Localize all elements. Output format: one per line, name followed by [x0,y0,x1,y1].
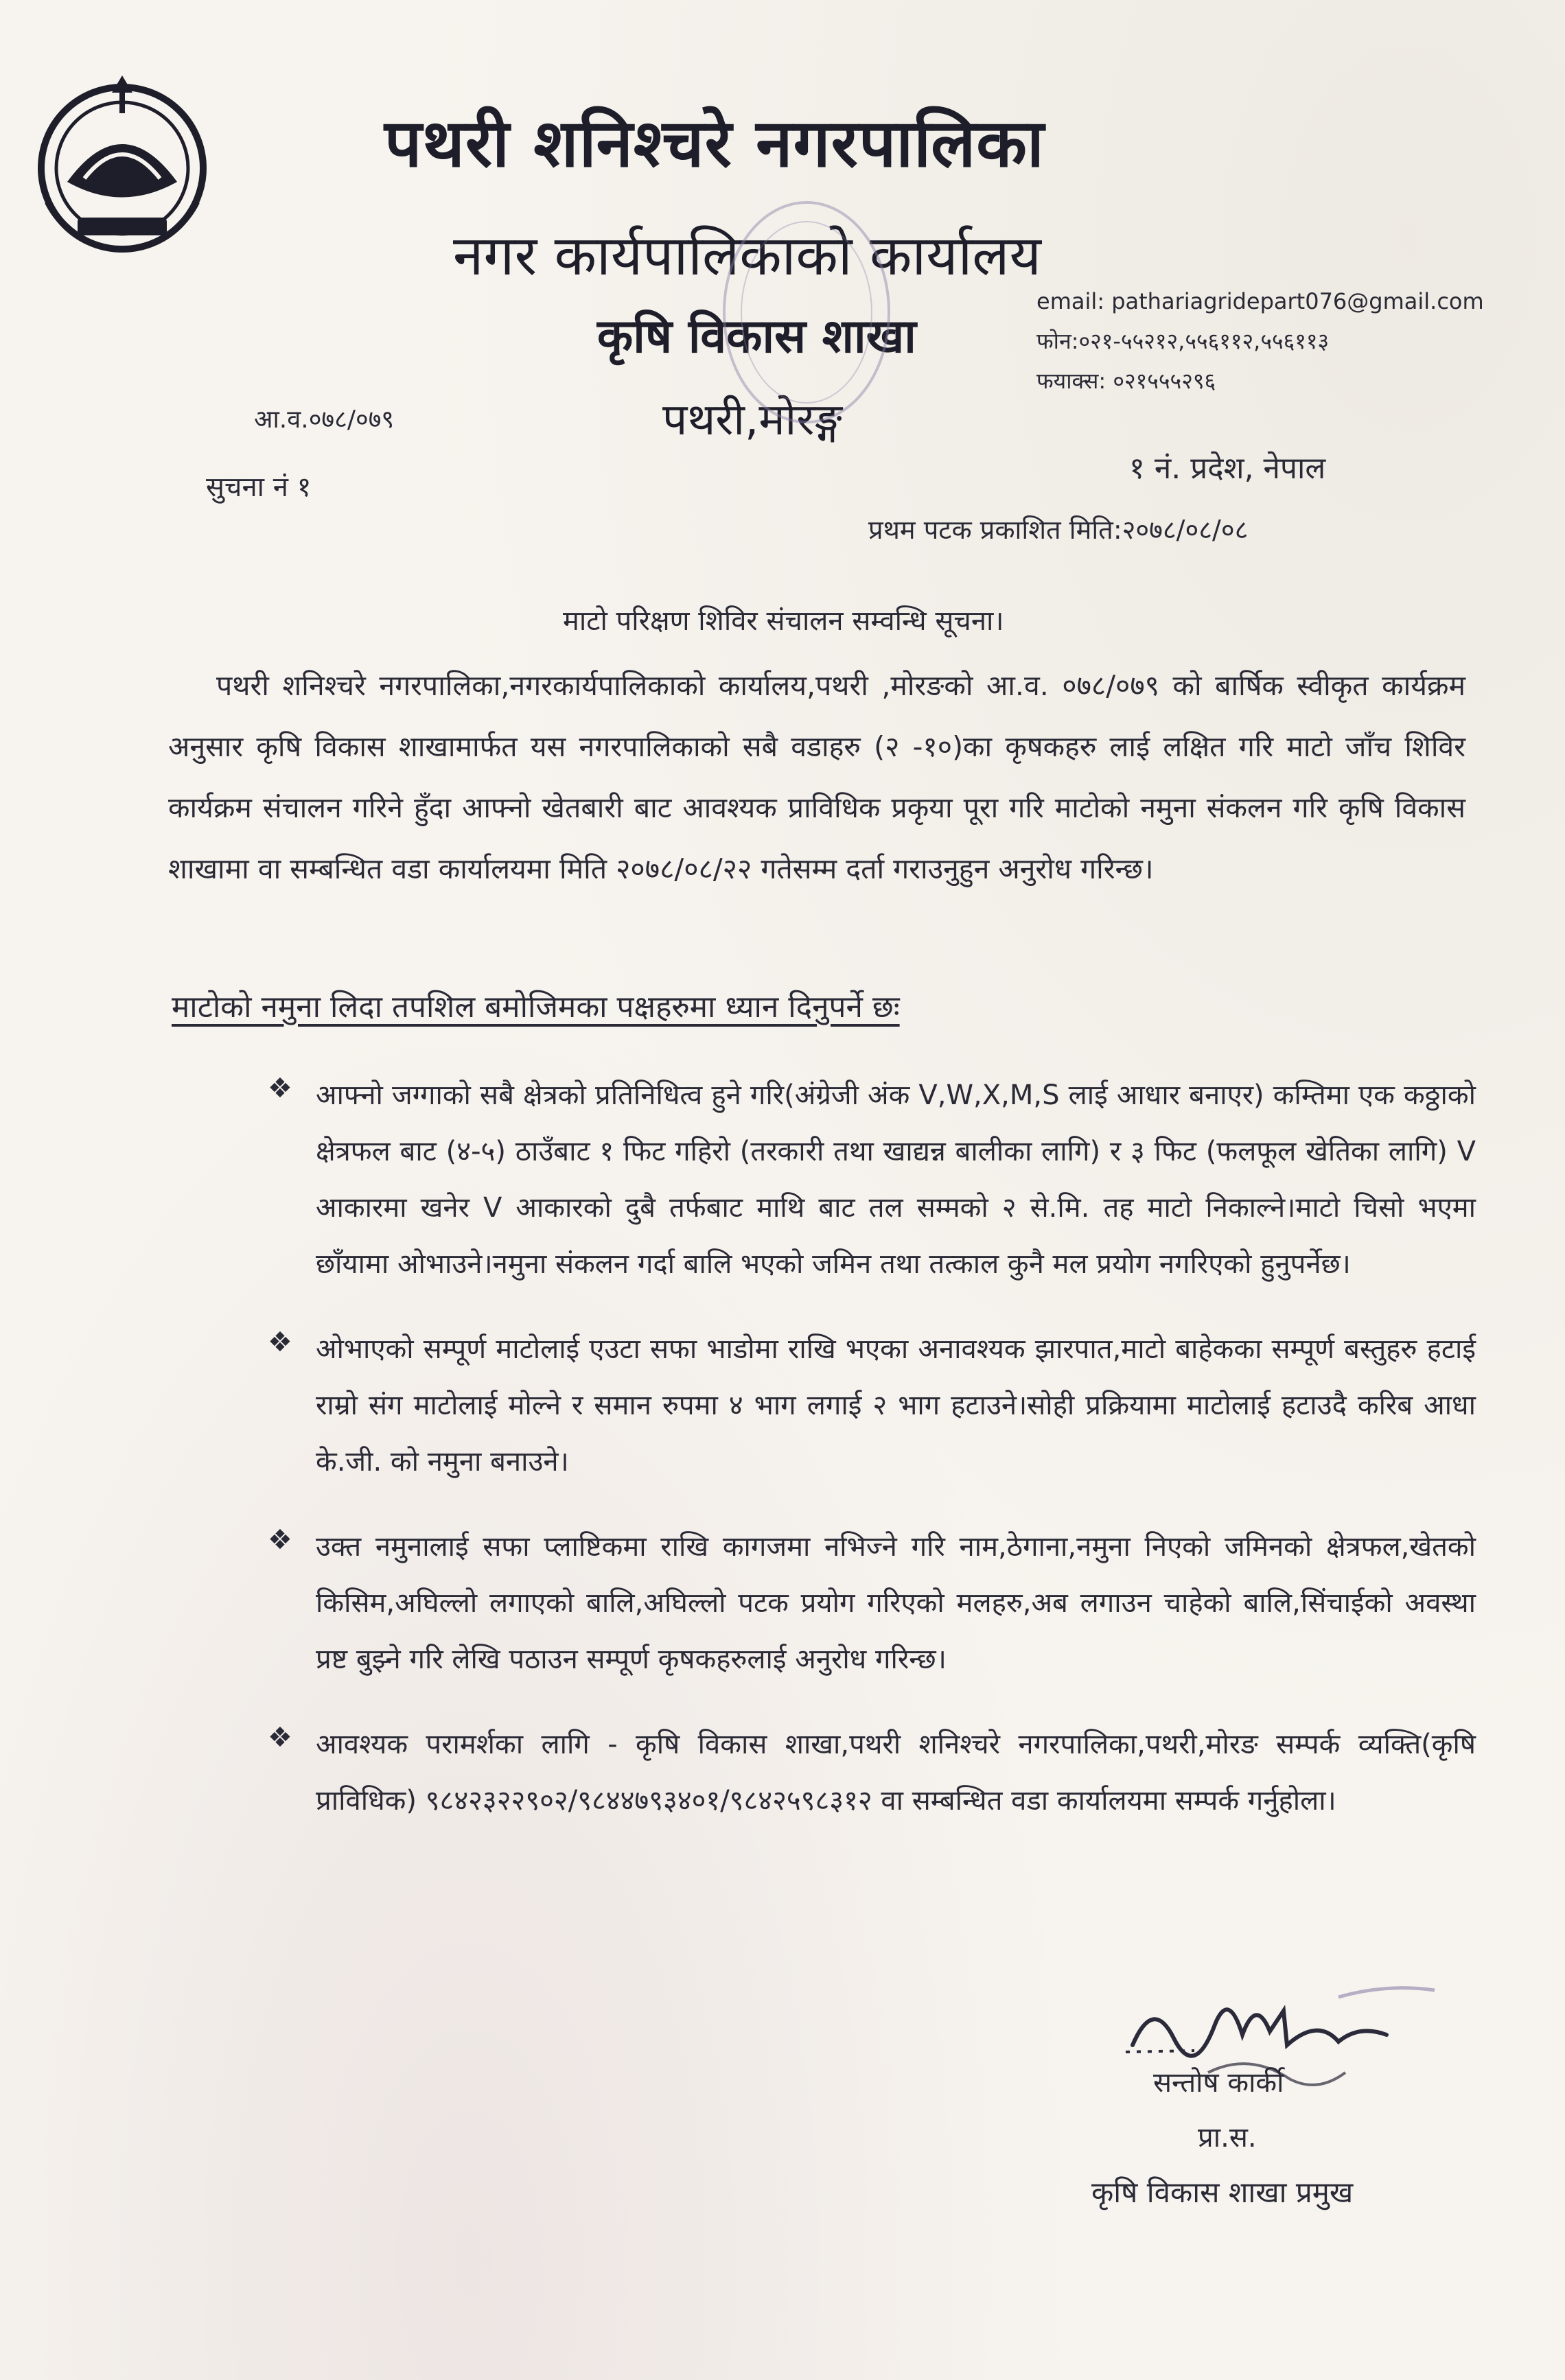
diamond-bullet-icon: ❖ [268,1073,292,1104]
diamond-bullet-icon: ❖ [268,1524,292,1556]
branch-title: कृषि विकास शाखा [597,310,916,364]
instruction-list [268,1067,1476,1858]
nepal-government-emblem-icon [19,65,225,271]
province-text: १ नं. प्रदेश, नेपाल [1129,451,1326,486]
fax-text: फयाक्स: ०२१५५५२९६ [1036,368,1216,394]
signatory-designation: प्रा.स. [1198,2122,1257,2154]
list-item-text: आफ्नो जग्गाको सबै क्षेत्रको प्रतिनिधित्व हुने गरि(अंग्रेजी अंक V,W,X,M,S लाई आधार बनाएर) कम्तिमा एक कठ्ठाको क्षेत्रफल बाट (४-५) ठाउँबाट १ फिट गहिरो (तरकारी तथा खाद्यन्न बालीका लागि) र ३ फिट (फलफूल खेतिका लागि) V आकारमा खनेर V आकारको दुबै तर्फबाट माथि बाट तल सम्मको २ से.मि. तह माटो निकाल्ने।माटो चिसो भएमा छाँयामा ओभाउने।नमुना संकलन गर्दा बालि भएको जमिन तथा तत्काल कुनै मल प्रयोग नगरिएको हुनुपर्नेछ। [316,1080,1476,1280]
office-seal-stamp [707,185,906,439]
location-title: पथरी,मोरङ्ग [662,395,842,445]
list-item [268,1519,1476,1688]
list-item-text: ओभाएको सम्पूर्ण माटोलाई एउटा सफा भाडोमा राखि भएका अनावश्यक झारपात,माटो बाहेकका सम्पूर्ण बस्तुहरु हटाई राम्रो संग माटोलाई मोल्ने र समान रुपमा ४ भाग लगाई २ भाग हटाउने।सोही प्रक्रियामा माटोलाई हटाउदै करिब आधा के.जी. को नमुना बनाउने। [316,1333,1476,1478]
municipality-title: पथरी शनिश्चरे नगरपालिका [384,105,1045,182]
published-date: प्रथम पटक प्रकाशित मिति:२०७८/०८/०८ [868,515,1249,545]
list-item-text: आवश्यक परामर्शका लागि - कृषि विकास शाखा,पथरी शनिश्चरे नगरपालिका,पथरी,मोरङ सम्पर्क व्यक्ति(कृषि प्राविधिक) ९८४२३२२९०२/९८४४७९३४०१/९८४२५९८३१२ वा सम्बन्धित वडा कार्यालयमा सम्पर्क गर्नुहोला। [316,1729,1476,1817]
notice-subject: माटो परिक्षण शिविर संचालन सम्वन्धि सूचना। [563,605,1004,637]
contact-block [1036,281,1484,401]
list-item [268,1716,1476,1829]
email-text: email: pathariagridepart076@gmail.com [1036,288,1484,314]
list-item-text: उक्त नमुनालाई सफा प्लाष्टिकमा राखि कागजमा नभिज्ने गरि नाम,ठेगाना,नमुना निएको जमिनको क्षेत्रफल,खेतको किसिम,अघिल्लो लगाएको बालि,अघिल्लो पटक प्रयोग गरिएको मलहरु,अब लगाउन चाहेको बालि,सिंचाईको अवस्था प्रष्ट बुझ्ने गरि लेखि पठाउन सम्पूर्ण कृषकहरुलाई अनुरोध गरिन्छ। [316,1531,1476,1675]
list-item [268,1067,1476,1292]
diamond-bullet-icon: ❖ [268,1327,292,1358]
notice-number: सुचना नं १ [206,471,312,503]
signatory-branch-head: कृषि विकास शाखा प्रमुख [1091,2175,1354,2209]
list-item [268,1321,1476,1490]
signatory-name: सन्तोष कार्की [1153,2067,1284,2099]
diamond-bullet-icon: ❖ [268,1722,292,1753]
phone-text: फोन:०२१-५५२१२,५५६११२,५५६११३ [1036,328,1330,354]
body-paragraph: पथरी शनिश्चरे नगरपालिका,नगरकार्यपालिकाको कार्यालय,पथरी ,मोरङको आ.व. ०७८/०७९ को बार्षिक स्वीकृत कार्यक्रम अनुसार कृषि विकास शाखामार्फत यस नगरपालिकाको सबै वडाहरु (२ -१०)का कृषकहरु लाई लक्षित गरि माटो जाँच शिविर कार्यक्रम संचालन गरिने हुँदा आफ्नो खेतबारी बाट आवश्यक प्राविधिक प्रकृया पूरा गरि माटोको नमुना संकलन गरि कृषि विकास शाखामा वा सम्बन्धित वडा कार्यालयमा मिति २०७८/०८/२२ गतेसम्म दर्ता गराउनुहुन अनुरोध गरिन्छ। [168,669,1465,885]
handwritten-signature [1112,1970,1469,2127]
office-title: नगर कार्यपालिकाको कार्यालय [453,224,1041,288]
section-heading: माटोको नमुना लिदा तपशिल बमोजिमका पक्षहरुमा ध्यान दिनुपर्ने छः [172,990,900,1025]
fiscal-year: आ.व.०७८/०७९ [254,406,395,434]
